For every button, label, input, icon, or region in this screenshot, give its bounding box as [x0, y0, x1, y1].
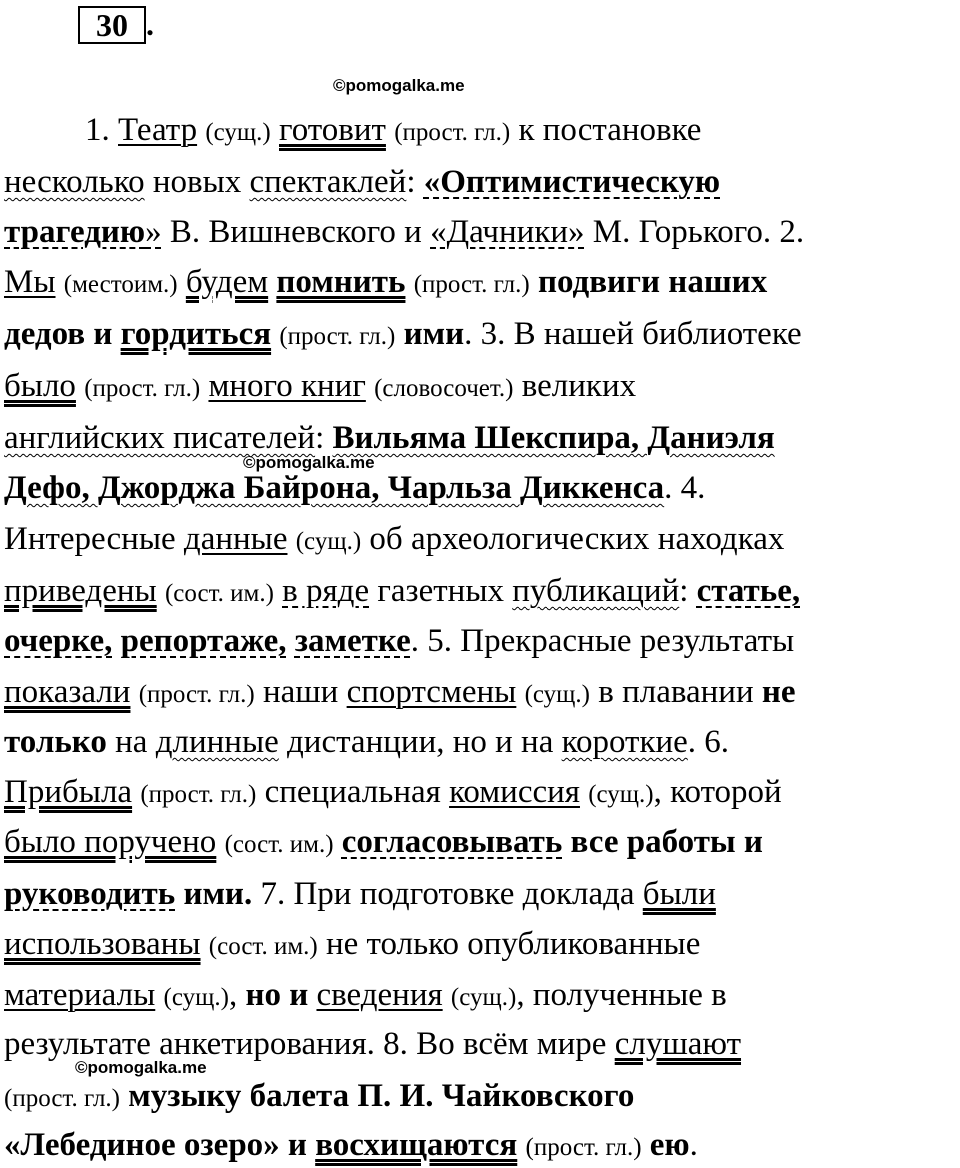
- text-segment: к постановке: [510, 112, 702, 148]
- text-segment: Вильяма Шекспира, Даниэля: [332, 420, 775, 456]
- text-segment: Прибыла: [4, 774, 133, 810]
- text-line: [4, 874, 716, 914]
- text-segment: [366, 368, 374, 404]
- text-segment: были: [642, 876, 716, 912]
- text-segment: . 5. Прекрасные результаты: [410, 623, 795, 659]
- text-segment: [274, 573, 282, 609]
- text-segment: 1.: [85, 112, 118, 148]
- text-segment: английских писателей: [4, 420, 316, 456]
- text-segment: [443, 977, 451, 1013]
- text-segment: Интересные: [4, 521, 184, 557]
- text-line: [4, 262, 767, 305]
- text-line: [4, 468, 705, 508]
- text-segment: [517, 1127, 525, 1163]
- text-segment: материалы: [4, 977, 156, 1013]
- text-segment: [287, 623, 295, 659]
- text-segment: музыку балета П. И. Чайковского: [128, 1078, 635, 1114]
- text-segment: (сущ.): [163, 984, 229, 1011]
- text-segment: очерке,: [4, 623, 113, 659]
- text-segment: «Дачники»: [430, 214, 585, 250]
- text-segment: готовит: [279, 112, 386, 148]
- text-segment: дистанции, но и на: [278, 724, 562, 760]
- text-segment: .: [689, 1127, 698, 1163]
- text-segment: только: [4, 724, 107, 760]
- text-segment: [386, 112, 394, 148]
- text-segment: Театр: [118, 112, 198, 148]
- text-segment: [76, 368, 84, 404]
- text-segment: использованы: [4, 926, 201, 962]
- text-segment: (сост. им.): [208, 933, 318, 960]
- text-segment: [112, 623, 120, 659]
- text-segment: в ряде: [282, 573, 370, 609]
- text-segment: трагедию: [4, 214, 146, 250]
- text-segment: помнить: [276, 264, 406, 300]
- text-segment: :: [679, 573, 697, 609]
- text-line: [85, 110, 701, 153]
- text-segment: ,: [228, 977, 246, 1013]
- text-line: [4, 621, 794, 661]
- text-segment: [516, 674, 524, 710]
- text-segment: Мы: [4, 264, 56, 300]
- text-segment: (прост. гл.): [138, 681, 255, 708]
- text-line: [4, 672, 796, 715]
- text-segment: ею: [649, 1127, 690, 1163]
- text-segment: . 4.: [664, 470, 706, 506]
- text-segment: согласовывать: [341, 824, 563, 860]
- text-segment: »: [145, 214, 162, 250]
- text-segment: :: [315, 420, 333, 456]
- text-line: [4, 418, 775, 458]
- text-segment: новых: [144, 164, 250, 200]
- text-segment: (местоим.): [63, 271, 178, 298]
- text-segment: (сущ.): [450, 984, 517, 1011]
- text-segment: [395, 316, 403, 352]
- text-line: [4, 1076, 634, 1119]
- text-segment: ими.: [183, 876, 253, 912]
- text-segment: слушают: [614, 1026, 742, 1062]
- text-line: [4, 1024, 741, 1064]
- text-segment: результате анкетирования. 8. Во всём мире: [4, 1026, 615, 1062]
- text-segment: великих: [513, 368, 637, 404]
- text-segment: [530, 264, 538, 300]
- text-segment: спектаклей: [249, 164, 407, 200]
- text-segment: репортаже,: [120, 623, 287, 659]
- text-segment: [216, 824, 224, 860]
- text-segment: (сост. им.): [224, 831, 334, 858]
- text-segment: подвиги наших: [537, 264, 768, 300]
- text-segment: [580, 774, 588, 810]
- text-segment: об археологических находках: [361, 521, 785, 557]
- text-segment: В. Вишневского и: [161, 214, 431, 250]
- text-line: [4, 162, 720, 202]
- text-segment: [642, 1127, 650, 1163]
- text-segment: было: [4, 368, 76, 404]
- text-line: [4, 975, 727, 1018]
- text-segment: (сущ.): [524, 681, 590, 708]
- watermark: ©pomogalka.me: [243, 453, 375, 472]
- text-segment: М. Горького. 2.: [584, 214, 805, 250]
- text-line: [4, 924, 700, 967]
- text-line: [4, 366, 636, 409]
- text-segment: приведены: [4, 573, 157, 609]
- text-segment: (прост. гл.): [525, 1134, 642, 1161]
- text-segment: газетных: [369, 573, 513, 609]
- text-segment: спортсмены: [346, 674, 517, 710]
- text-segment: не: [761, 674, 796, 710]
- text-segment: руководить: [4, 876, 176, 912]
- text-segment: 7. При подготовке доклада: [252, 876, 643, 912]
- text-segment: . 3. В нашей библиотеке: [464, 316, 802, 352]
- text-segment: данные: [183, 521, 288, 557]
- text-segment: [157, 573, 165, 609]
- text-segment: не только опубликованные: [317, 926, 701, 962]
- text-segment: (прост. гл.): [279, 323, 396, 350]
- text-segment: (словосочет.): [374, 375, 514, 402]
- text-line: [4, 519, 784, 562]
- text-segment: «Оптимистическую: [423, 164, 721, 200]
- text-segment: [201, 926, 209, 962]
- text-segment: статье,: [696, 573, 801, 609]
- text-segment: короткие: [561, 724, 688, 760]
- text-segment: (прост. гл.): [140, 781, 257, 808]
- text-segment: было поручено: [4, 824, 217, 860]
- text-segment: [271, 112, 279, 148]
- text-segment: восхищаются: [315, 1127, 518, 1163]
- text-segment: [130, 674, 138, 710]
- text-segment: [562, 824, 570, 860]
- text-segment: гордиться: [120, 316, 272, 352]
- text-segment: дедов и: [4, 316, 121, 352]
- text-segment: (прост. гл.): [394, 119, 511, 146]
- text-segment: в плавании: [590, 674, 762, 710]
- text-line: [4, 822, 763, 865]
- text-segment: публикаций: [512, 573, 680, 609]
- text-line: [4, 314, 802, 357]
- text-segment: «Лебединое озеро» и: [4, 1127, 316, 1163]
- text-segment: сведения: [316, 977, 443, 1013]
- text-segment: показали: [4, 674, 131, 710]
- exercise-number-dot: .: [146, 6, 154, 42]
- text-line: [4, 571, 800, 614]
- text-segment: [56, 264, 64, 300]
- text-segment: несколько: [4, 164, 145, 200]
- text-segment: (прост. гл.): [84, 375, 201, 402]
- watermark: ©pomogalka.me: [333, 76, 465, 95]
- text-segment: (прост. гл.): [413, 271, 530, 298]
- text-line: [4, 722, 729, 762]
- text-segment: Дефо, Джорджа Байрона, Чарльза Диккенса: [4, 470, 665, 506]
- text-segment: специальная: [256, 774, 450, 810]
- text-segment: наши: [254, 674, 347, 710]
- text-segment: (сост. им.): [164, 580, 274, 607]
- text-segment: будем: [185, 264, 269, 300]
- text-segment: все работы и: [570, 824, 763, 860]
- text-segment: [155, 977, 163, 1013]
- text-segment: , полученные в: [516, 977, 727, 1013]
- exercise-number: 30: [96, 6, 128, 43]
- text-segment: на: [106, 724, 156, 760]
- text-segment: . 6.: [687, 724, 730, 760]
- text-segment: , которой: [653, 774, 782, 810]
- text-segment: (сущ.): [588, 781, 654, 808]
- exercise-number-box: [78, 6, 146, 44]
- text-segment: [287, 521, 295, 557]
- text-segment: (прост. гл.): [4, 1085, 121, 1112]
- text-segment: [178, 264, 186, 300]
- text-line: [4, 1125, 698, 1168]
- text-line: [4, 772, 782, 815]
- text-segment: заметке: [294, 623, 411, 659]
- text-segment: :: [406, 164, 424, 200]
- text-segment: ими: [403, 316, 465, 352]
- text-segment: [405, 264, 413, 300]
- text-segment: (сущ.): [295, 528, 362, 555]
- text-segment: длинные: [155, 724, 279, 760]
- text-line: [4, 212, 804, 252]
- text-segment: [334, 824, 342, 860]
- text-segment: но и: [245, 977, 309, 1013]
- text-segment: (сущ.): [205, 119, 271, 146]
- text-segment: много книг: [208, 368, 366, 404]
- watermark: ©pomogalka.me: [75, 1058, 207, 1077]
- text-segment: комиссия: [449, 774, 580, 810]
